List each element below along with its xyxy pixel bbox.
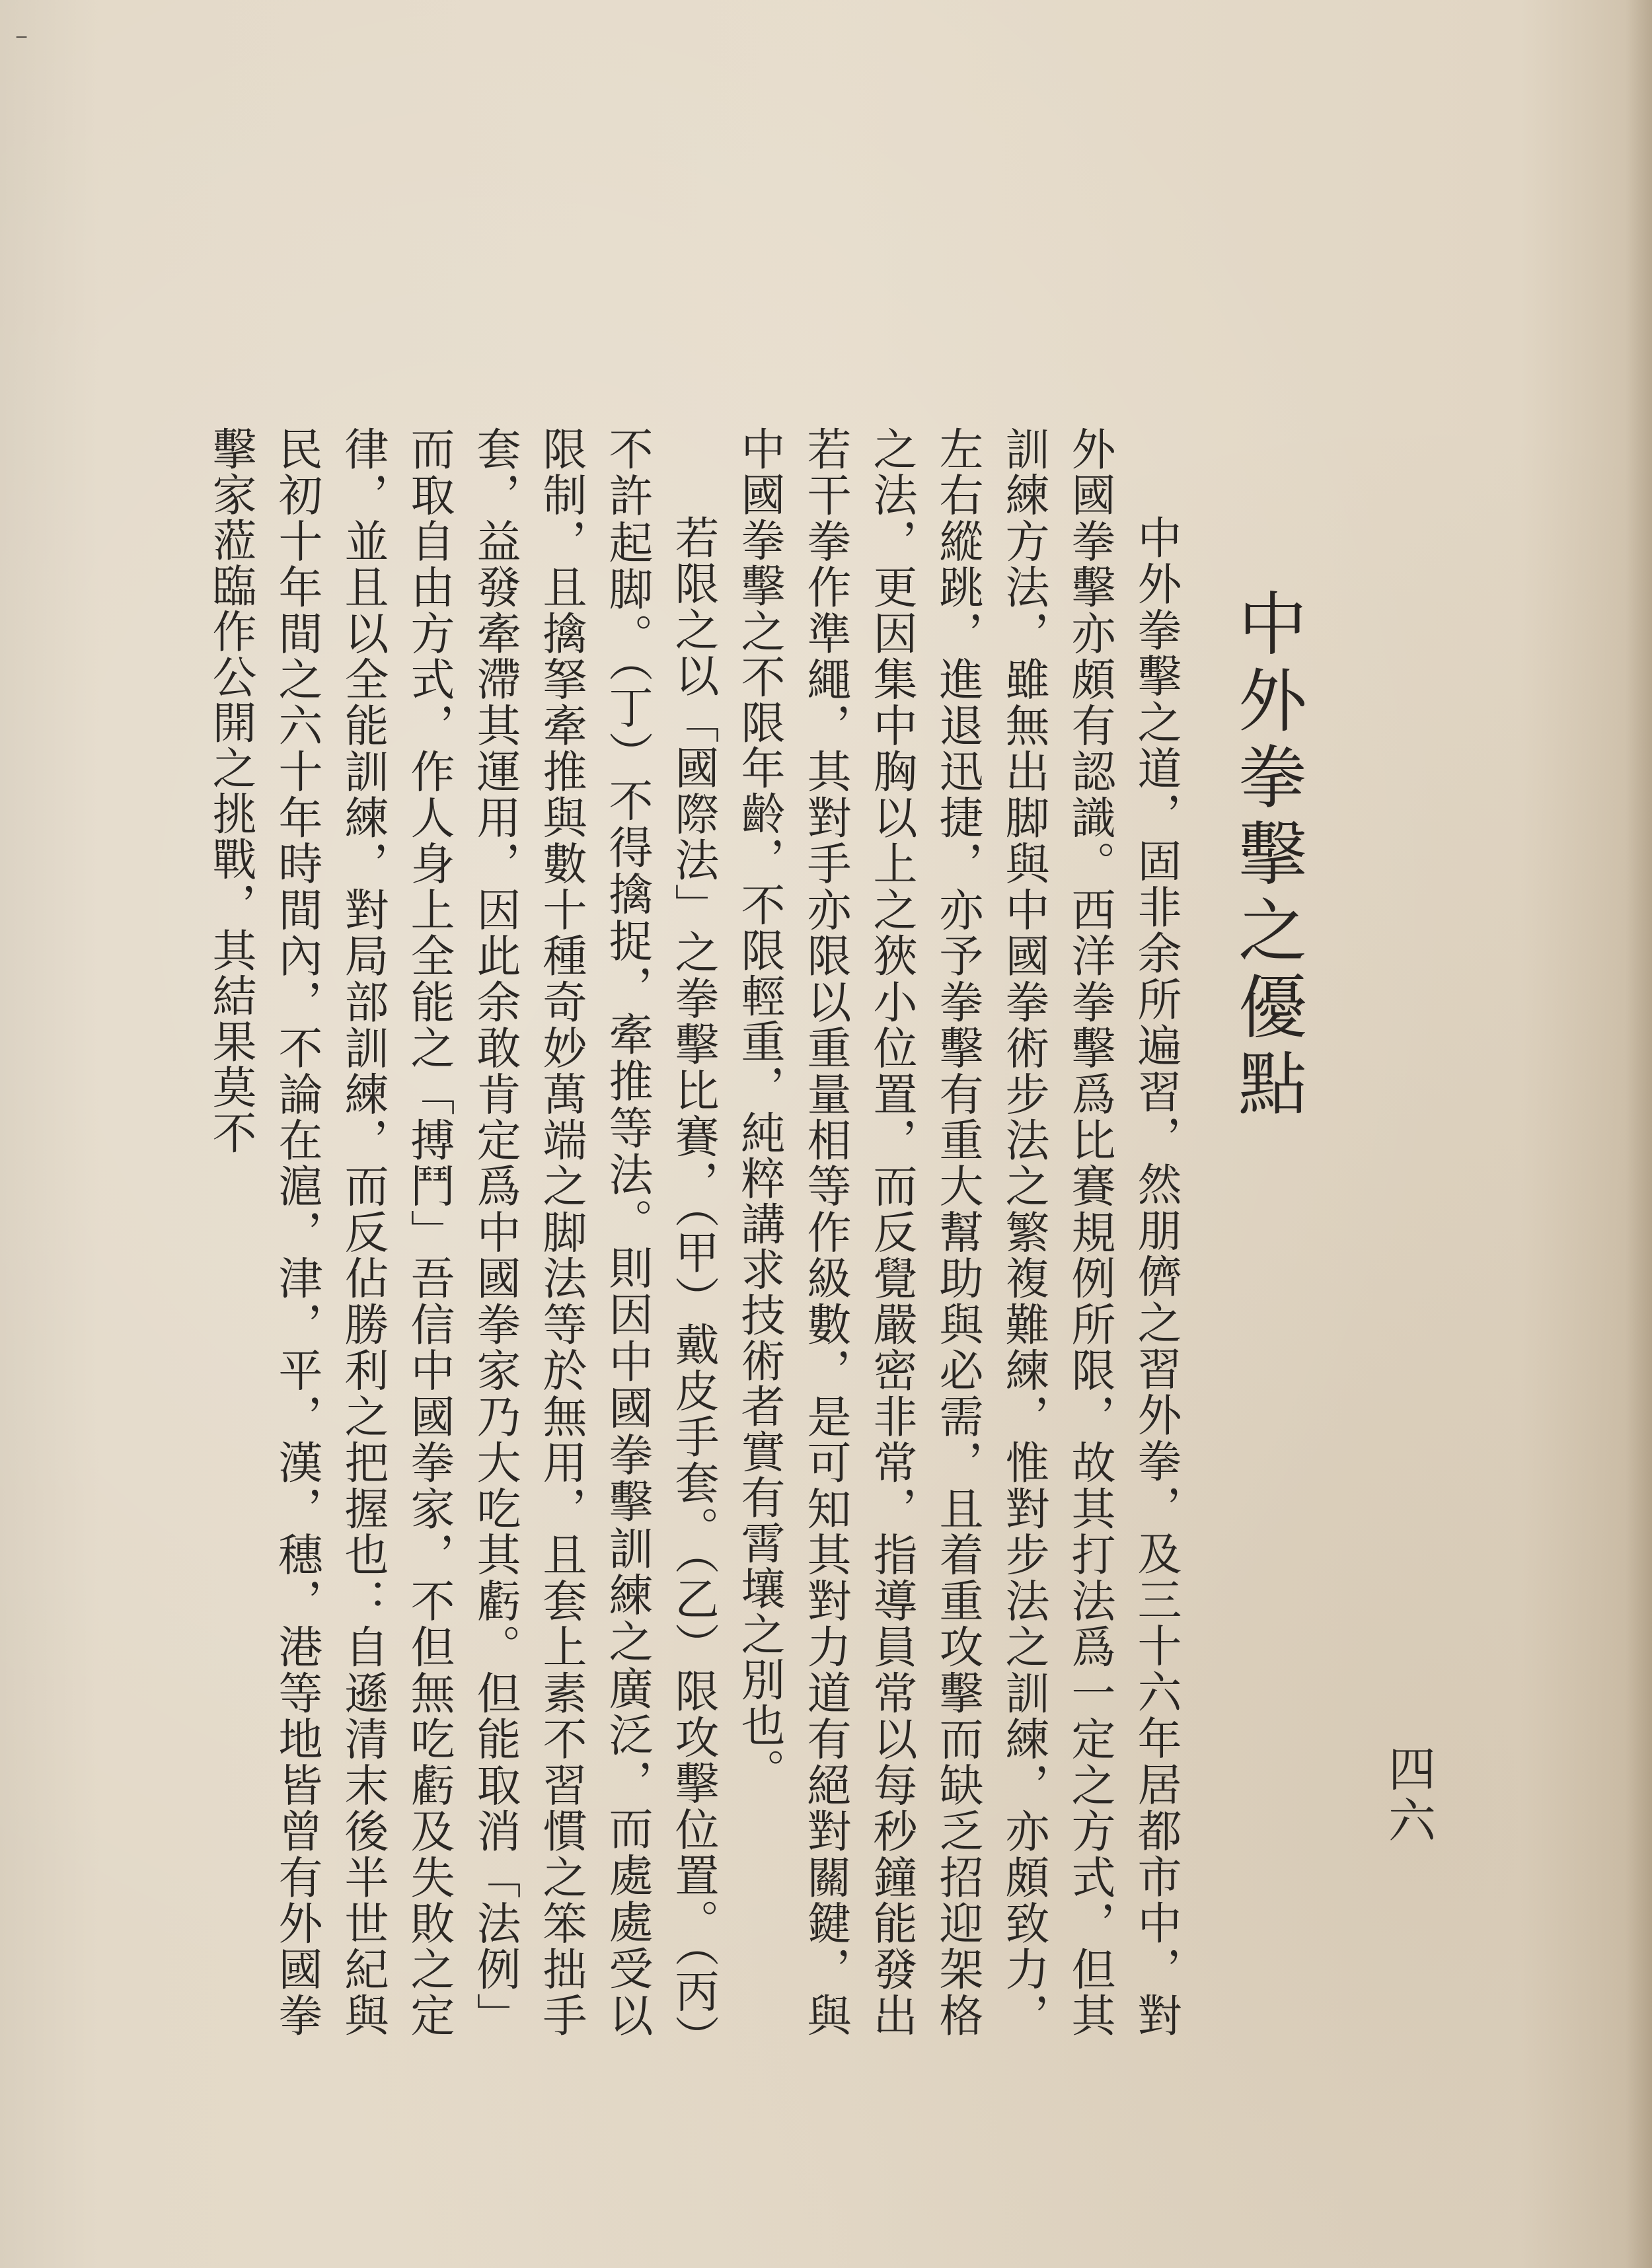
page-number: 四六 <box>1380 1744 1436 1847</box>
paragraph: 若限之以「國際法」之拳擊比賽，（甲）戴皮手套。（乙）限攻擊位置。（丙）不許起脚。（丁）不得擒捉，牽推等法。則因中國拳擊訓練之廣泛，而處處受以限制，且擒拏牽推與數十種奇妙萬端之脚法等於無用，且套上素不習慣之笨拙手套，益發牽滯其運用，因此余敢肯定爲中國拳家乃大吃其虧。但能取消「法例」而取自由方式，作人身上全能之「搏鬥」吾信中國拳家，不但無吃虧及失敗之定律，並且以全能訓練，對局部訓練，而反佔勝利之把握也：自遜清末後半世紀與民初十年間之六十年時間內，不論在滬，津，平，漢，穗，港等地皆曾有外國拳擊家蒞臨作公開之挑戰，其結果莫不 <box>206 426 720 2038</box>
body-text <box>206 426 1189 2038</box>
paragraph: 中外拳擊之道，固非余所遍習，然朋儕之習外拳，及三十六年居都市中，對外國拳擊亦頗有認識。西洋拳擊爲比賽規例所限，故其打法爲一定之方式，但其訓練方法，雖無出脚與中國拳術步法之繁複難練，惟對步法之訓練，亦頗致力，左右縱跳，進退迅捷，亦予拳擊有重大幫助與必需，且着重攻擊而缺乏招迎架格之法，更因集中胸以上之狹小位置，而反覺嚴密非常，指導員常以每秒鐘能發出若干拳作準繩，其對手亦限以重量相等作級數，是可知其對力道有絕對關鍵，與中國拳擊之不限年齡，不限輕重，純粹講求技術者實有霄壤之別也。 <box>734 426 1182 2038</box>
edge-mark: ⁻ <box>15 26 29 57</box>
chapter-title: 中外拳擊之優點 <box>1226 588 1307 1124</box>
